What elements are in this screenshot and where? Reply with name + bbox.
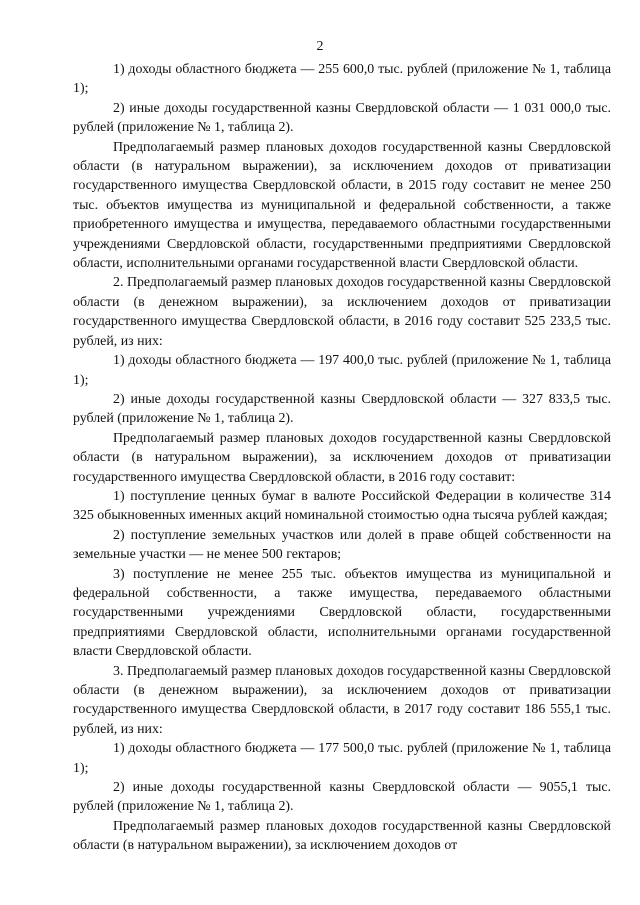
section-paragraph: 3. Предполагаемый размер плановых доходов государственной казны Свердловской области (в денежном выражении), за исключением доходов от приватизации государственного имущества Свердловской области, в 2017 году составит 186 555,1 тыс. рублей, из них: xyxy=(73,663,611,737)
paragraph-item: 2) иные доходы государственной казны Свердловской области — 327 833,5 тыс. рублей (приложение № 1, таблица 2). xyxy=(73,391,611,427)
paragraph-item: 3) поступление не менее 255 тыс. объектов имущества из муниципальной и федеральной собственности, а также имущества, передаваемого областными государственными учреждениями Свердловской области, государственными предприятиями Свердловской области, исполнительными органами государственной власти Свердловской области. xyxy=(73,566,611,660)
paragraph-item: 1) доходы областного бюджета — 177 500,0 тыс. рублей (приложение № 1, таблица 1); xyxy=(73,741,611,776)
paragraph-item: 1) доходы областного бюджета — 197 400,0 тыс. рублей (приложение № 1, таблица 1); xyxy=(73,353,611,388)
document-body xyxy=(73,60,611,856)
paragraph-item: 2) иные доходы государственной казны Свердловской области — 1 031 000,0 тыс. рублей (приложение № 1, таблица 2). xyxy=(73,100,611,136)
paragraph-item: 2) иные доходы государственной казны Свердловской области — 9055,1 тыс. рублей (приложение № 1, таблица 2). xyxy=(73,780,611,815)
paragraph-item: 1) поступление ценных бумаг в валюте Российской Федерации в количестве 314 325 обыкновенных именных акций номинальной стоимостью одна тысяча рублей каждая; xyxy=(73,488,611,524)
paragraph-item: Предполагаемый размер плановых доходов государственной казны Свердловской области (в натуральном выражении), за исключением доходов от xyxy=(73,818,611,854)
paragraph-item: 1) доходы областного бюджета — 255 600,0 тыс. рублей (приложение № 1, таблица 1); xyxy=(73,62,611,97)
paragraph-item: 2) поступление земельных участков или долей в праве общей собственности на земельные участки — не менее 500 гектаров; xyxy=(73,527,611,563)
paragraph-item: Предполагаемый размер плановых доходов государственной казны Свердловской области (в натуральном выражении), за исключением доходов от приватизации государственного имущества Свердловской области, в 2015 году составит не менее 250 тыс. объектов имущества из муниципальной и федеральной собственности, а также приобретенного имущества и имущества, передаваемого областными государственными учреждениями Свердловской области, государственными предприятиями Свердловской области, исполнительными органами государственной власти Свердловской области. xyxy=(73,139,611,272)
section-paragraph: 2. Предполагаемый размер плановых доходов государственной казны Свердловской области (в денежном выражении), за исключением доходов от приватизации государственного имущества Свердловской области, в 2016 году составит 525 233,5 тыс. рублей, из них: xyxy=(73,275,611,349)
page-number: 2 xyxy=(316,39,324,54)
paragraph-item: Предполагаемый размер плановых доходов государственной казны Свердловской области (в натуральном выражении), за исключением доходов от приватизации государственного имущества Свердловской области, в 2016 году составит: xyxy=(73,430,611,485)
